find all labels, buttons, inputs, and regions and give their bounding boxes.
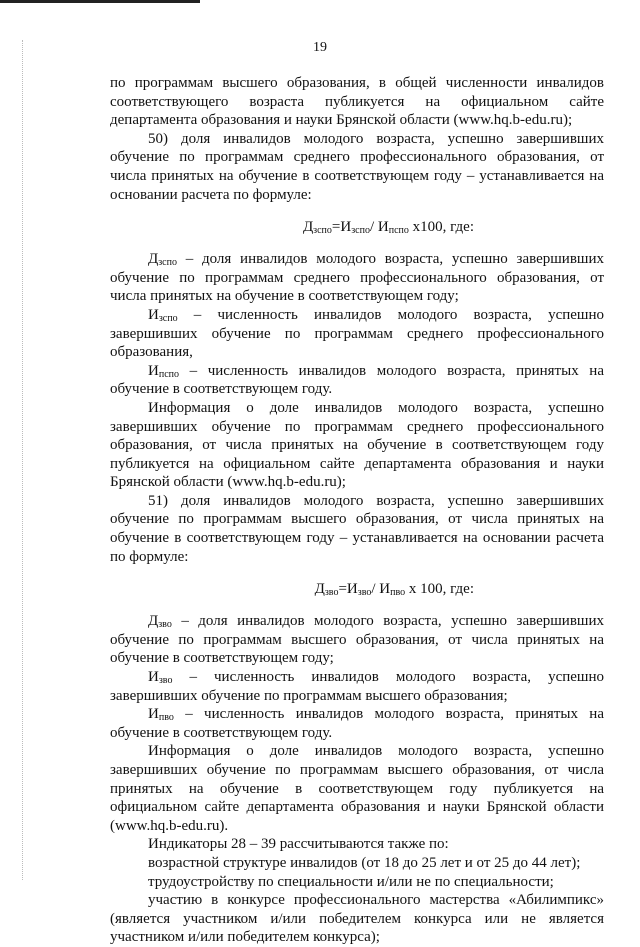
paragraph: Индикаторы 28 – 39 рассчитываются также по:	[148, 836, 449, 853]
symbol-sub: пспо	[158, 368, 179, 380]
symbol-sub: зво	[158, 619, 172, 631]
formula-sub: зспо	[351, 225, 370, 237]
definition	[110, 612, 604, 668]
definition	[110, 668, 604, 705]
body-text	[110, 74, 604, 947]
symbol: И	[148, 669, 159, 686]
symbol-sub: пво	[158, 712, 174, 724]
symbol-sub: зспо	[158, 257, 177, 269]
formula-part: =И	[338, 581, 358, 598]
symbol-sub: зво	[158, 675, 173, 687]
definition-text: – доля инвалидов молодого возраста, успешно завершивших обучение по программам высшего образования, от числа принятых на обучение в соответствующем году;	[110, 613, 604, 667]
scan-edge-mark	[0, 0, 200, 3]
symbol-sub: зспо	[158, 312, 178, 324]
symbol: И	[148, 306, 159, 323]
binding-dots	[22, 40, 24, 880]
definition-text: – численность инвалидов молодого возраста, успешно завершивших обучение по программам среднего профессионального образования,	[110, 306, 604, 361]
paragraph: 50) доля инвалидов молодого возраста, успешно завершивших обучение по программам среднего профессионального образования, от числа принятых на обучение в соответствующем году – устанавливается на основании расчета по формуле:	[110, 130, 604, 203]
page-number: 19	[313, 40, 327, 55]
formula-part: / И	[369, 219, 389, 236]
definition-text: – доля инвалидов молодого возраста, успешно завершивших обучение по программам среднего профессионального образования, от числа принятых на обучение в соответствующем году;	[110, 251, 604, 305]
formula-part: / И	[371, 581, 391, 598]
paragraph: Информация о доле инвалидов молодого возраста, успешно завершивших обучение по программам высшего образования, от числа принятых на обучение в соответствующем году публикуется на официальном сайте департамента образования и науки Брянской области (www.hq.b-edu.ru).	[110, 743, 604, 834]
formula-sub: зво	[324, 587, 339, 599]
formula-sub: пспо	[388, 225, 409, 237]
definition-text: – численность инвалидов молодого возраста, принятых на обучение в соответствующем году.	[110, 362, 604, 398]
formula-sub: зво	[357, 587, 372, 599]
definition	[110, 250, 604, 306]
symbol: Д	[148, 251, 159, 268]
formula	[110, 218, 604, 236]
paragraph: возрастной структуре инвалидов (от 18 до 25 лет и от 25 до 44 лет);	[148, 854, 581, 871]
formula-part: Д	[302, 219, 314, 236]
symbol: Д	[148, 613, 159, 630]
paragraph: по программам высшего образования, в общей численности инвалидов соответствующего возраста публикуется на официальном сайте департамента образования и науки Брянской области (www.hq.b-edu.ru);	[110, 75, 604, 129]
formula-sub: пво	[390, 587, 406, 599]
paragraph: Информация о доле инвалидов молодого возраста, успешно завершивших обучение по программам среднего профессионального образования, от числа принятых на обучение в соответствующем году публикуется на официальном сайте департамента образования и науки Брянской области (www.hq.b-edu.ru);	[110, 399, 604, 491]
definition	[110, 705, 604, 742]
formula-part: Д	[314, 581, 325, 598]
formula-part: х100, где:	[408, 219, 474, 236]
definition-text: – численность инвалидов молодого возраста, принятых на обучение в соответствующем году.	[110, 706, 604, 741]
formula	[110, 580, 604, 598]
formula-part: х 100, где:	[405, 581, 474, 598]
definition-text: – численность инвалидов молодого возраста, успешно завершивших обучение по программам высшего образования;	[110, 669, 604, 704]
symbol: И	[148, 706, 159, 723]
definition	[110, 306, 604, 362]
symbol: И	[148, 362, 159, 379]
paragraph: 51) доля инвалидов молодого возраста, успешно завершивших обучение по программам высшего образования, от числа принятых на обучение в соответствующем году – устанавливается на основании расчета по формуле:	[110, 492, 604, 565]
paragraph: трудоустройству по специальности и/или не по специальности;	[148, 873, 554, 890]
definition	[110, 362, 604, 399]
formula-part: =И	[331, 219, 352, 236]
formula-sub: зспо	[313, 225, 332, 237]
paragraph: участию в конкурсе профессионального мастерства «Абилимпикс» (является участником и/или победителем конкурса или не является участником и/или победителем конкурса);	[110, 892, 604, 946]
